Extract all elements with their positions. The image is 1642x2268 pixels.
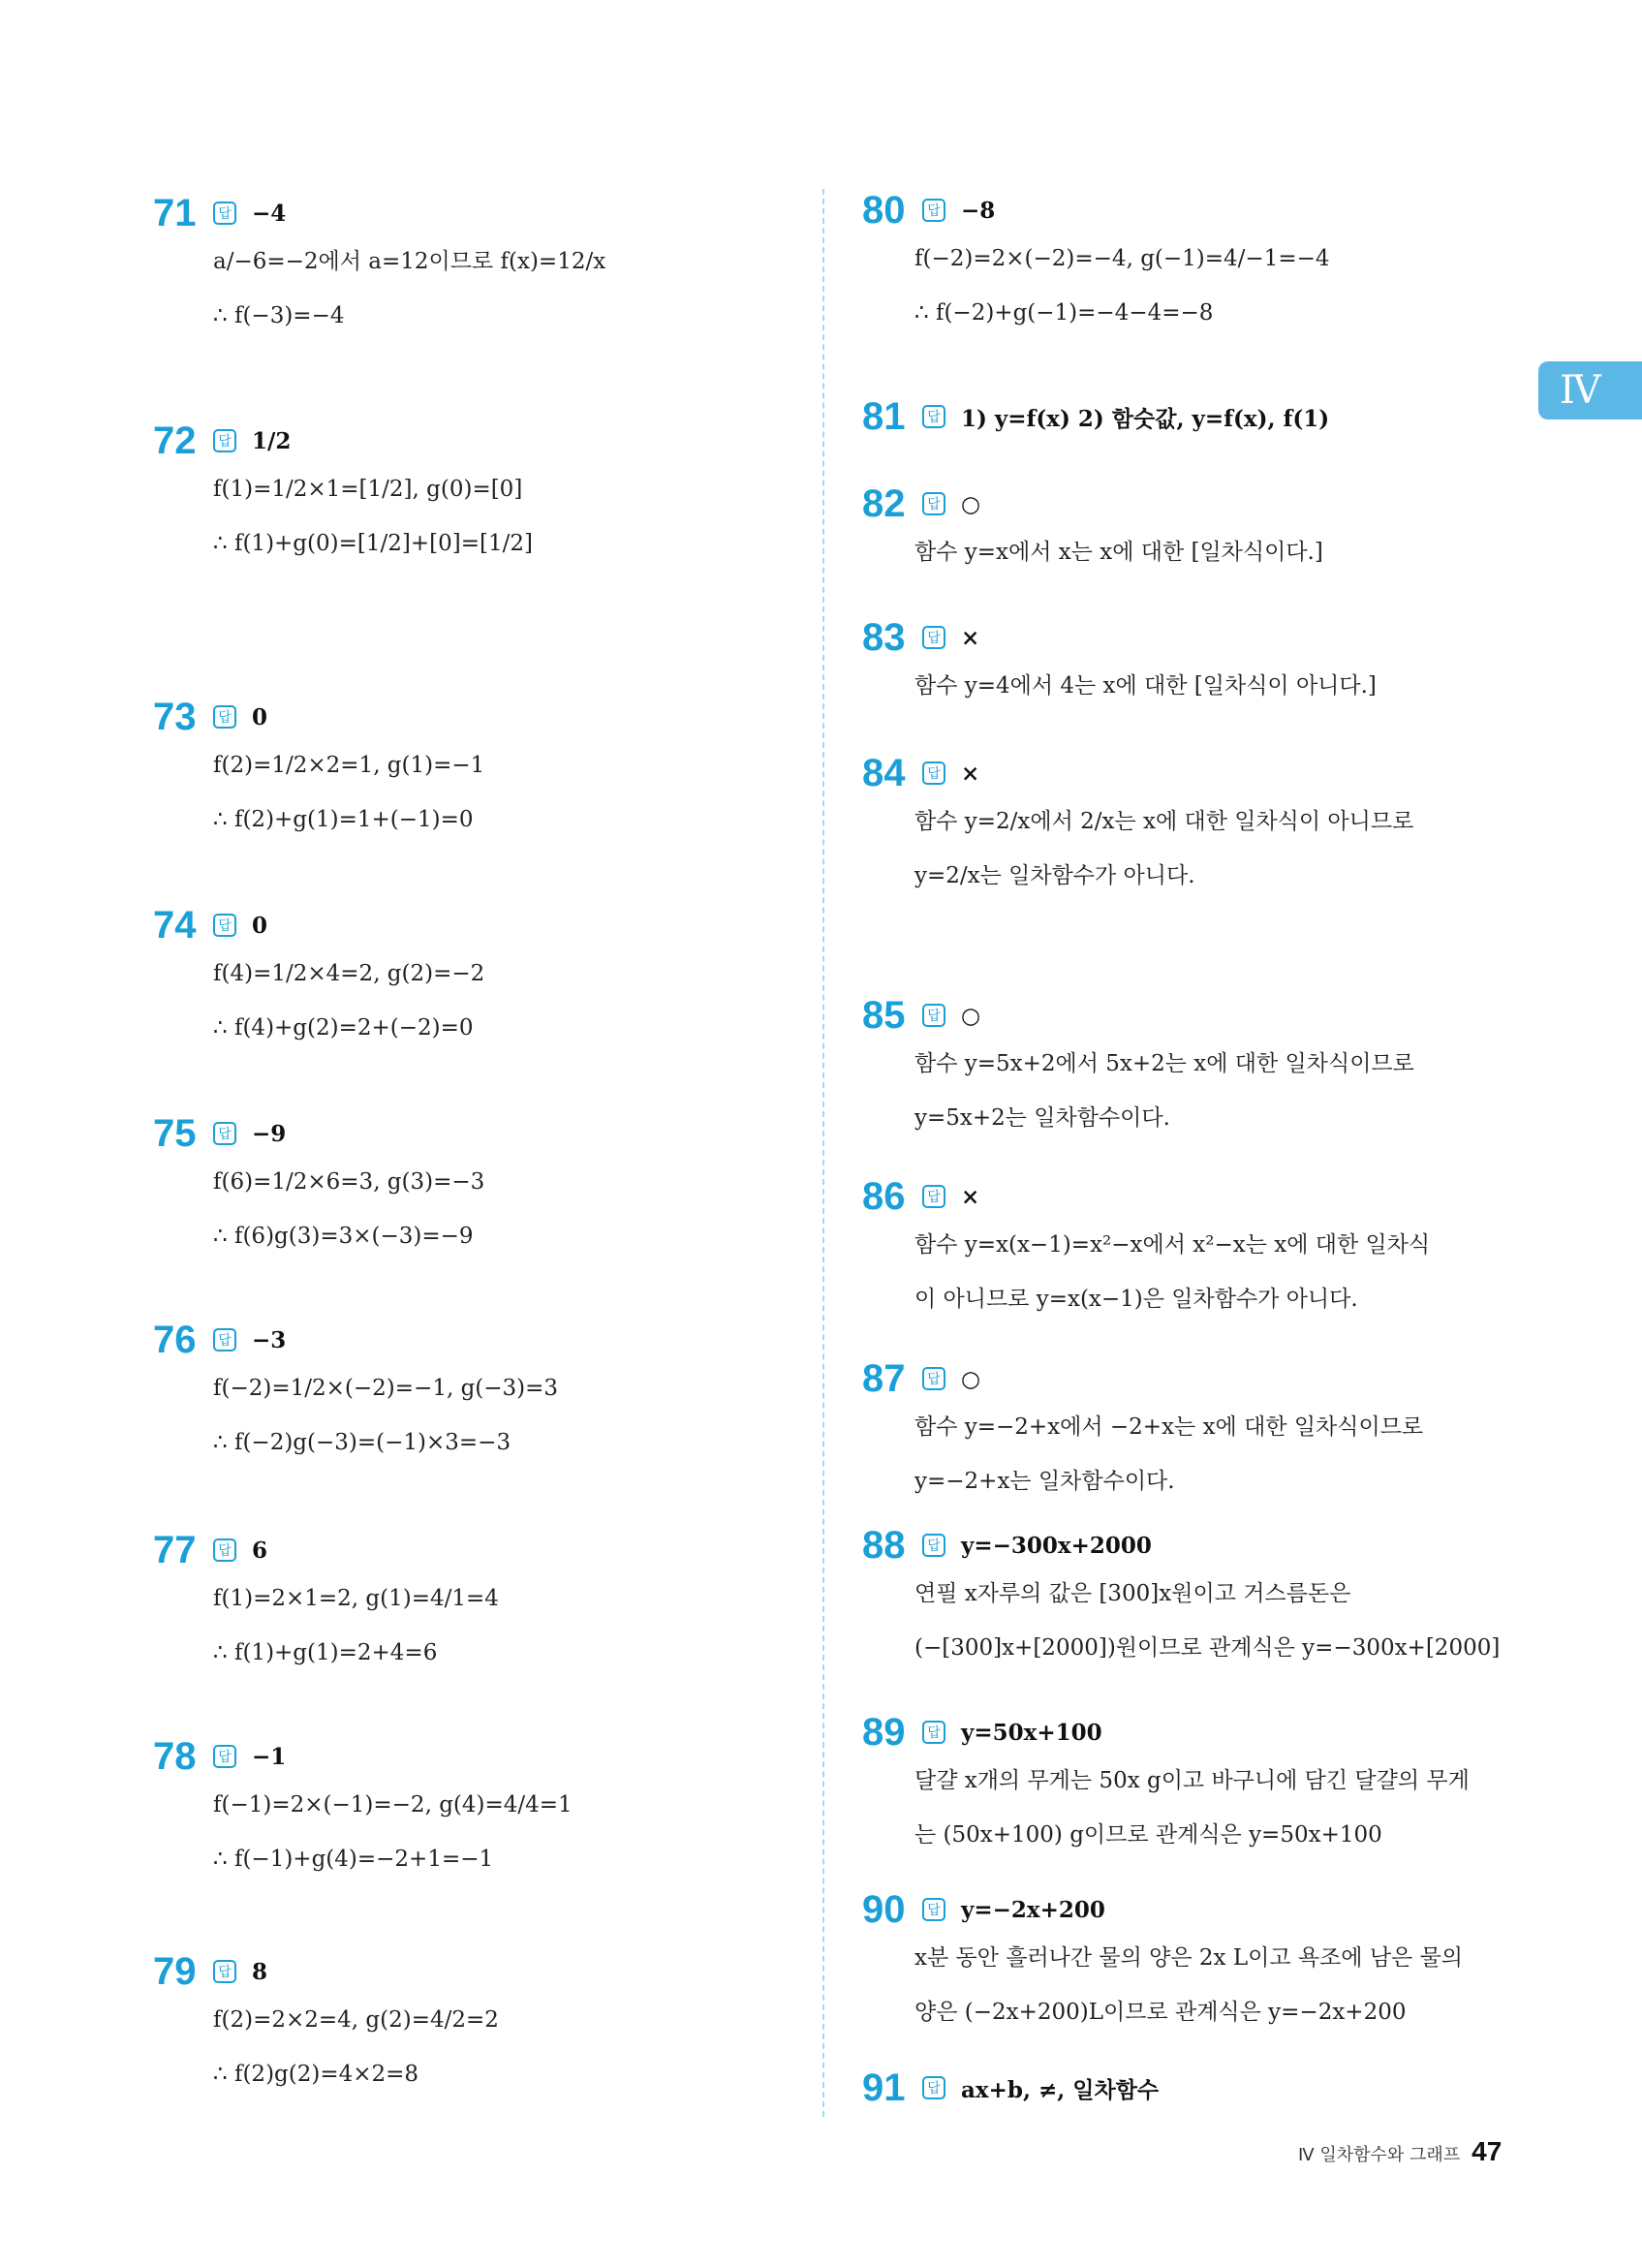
answer-text: ax+b, ≠, 일차함수 xyxy=(961,2076,1160,2103)
solution-line: 함수 y=x에서 x는 x에 대한 [일차식이다.] xyxy=(914,540,1323,565)
answer-badge-icon: 답 xyxy=(922,1898,945,1921)
problem-header xyxy=(862,392,1329,441)
problem-75 xyxy=(153,1109,484,1253)
answer-badge-icon: 답 xyxy=(213,705,236,729)
problem-number: 87 xyxy=(862,1356,906,1400)
answer-text: 8 xyxy=(252,1958,268,1985)
answer-text: 6 xyxy=(252,1537,268,1564)
solution-line: ∴ f(1)+g(0)=[1/2]+[0]=[1/2] xyxy=(213,531,533,556)
solution-line: 연필 x자루의 값은 [300]x원이고 거스름돈은 xyxy=(914,1581,1351,1606)
answer-text: −1 xyxy=(252,1743,287,1770)
problem-header xyxy=(862,1521,1500,1569)
problem-number: 86 xyxy=(862,1174,906,1218)
problem-71 xyxy=(153,189,605,332)
problem-header xyxy=(153,417,533,465)
solution-line: 함수 y=−2+x에서 −2+x는 x에 대한 일차식이므로 xyxy=(914,1414,1424,1440)
problem-header xyxy=(153,1109,484,1158)
problem-86 xyxy=(862,1172,1430,1316)
problem-header xyxy=(153,693,484,741)
problem-header xyxy=(153,189,605,237)
problem-83 xyxy=(862,613,1377,702)
answer-text: y=50x+100 xyxy=(961,1719,1102,1746)
answer-text: y=−2x+200 xyxy=(961,1896,1105,1923)
problem-78 xyxy=(153,1732,573,1876)
problem-header xyxy=(862,1885,1463,1934)
problem-header xyxy=(862,991,1414,1040)
solution-line: f(−2)=2×(−2)=−4, g(−1)=4/−1=−4 xyxy=(914,246,1330,271)
problem-header xyxy=(153,1316,558,1364)
problem-header xyxy=(153,901,484,949)
problem-number: 79 xyxy=(153,1949,197,1993)
problem-74 xyxy=(153,901,484,1044)
chapter-tab: IV xyxy=(1538,361,1642,419)
problem-81 xyxy=(862,392,1329,441)
solution-line: ∴ f(−3)=−4 xyxy=(213,303,345,328)
problem-number: 80 xyxy=(862,188,906,232)
solution-line: f(2)=1/2×2=1, g(1)=−1 xyxy=(213,753,485,778)
answer-badge-icon: 답 xyxy=(922,1721,945,1744)
problem-header xyxy=(862,749,1413,797)
answer-text: × xyxy=(961,624,980,651)
problem-79 xyxy=(153,1947,499,2091)
problem-header xyxy=(862,1172,1430,1221)
problem-80 xyxy=(862,186,1330,329)
problem-header xyxy=(862,480,1323,528)
problem-number: 72 xyxy=(153,419,197,462)
answer-badge-icon: 답 xyxy=(922,199,945,222)
solution-line: f(1)=1/2×1=[1/2], g(0)=[0] xyxy=(213,477,523,502)
problem-88 xyxy=(862,1521,1500,1664)
answer-text: 0 xyxy=(252,703,268,730)
problem-89 xyxy=(862,1708,1470,1851)
answer-text: ○ xyxy=(961,1002,981,1029)
problem-header xyxy=(862,613,1377,662)
problem-number: 82 xyxy=(862,482,906,525)
solution-line: a/−6=−2에서 a=12이므로 f(x)=12/x xyxy=(213,249,606,274)
problem-91 xyxy=(862,2064,1159,2112)
answer-badge-icon: 답 xyxy=(922,1367,945,1390)
answer-text: 0 xyxy=(252,912,268,939)
solution-line: 함수 y=5x+2에서 5x+2는 x에 대한 일차식이므로 xyxy=(914,1051,1414,1076)
answer-text: ○ xyxy=(961,1365,981,1392)
problem-number: 76 xyxy=(153,1318,197,1361)
problem-header xyxy=(153,1732,573,1781)
solution-line: ∴ f(−1)+g(4)=−2+1=−1 xyxy=(213,1847,494,1872)
answer-text: × xyxy=(961,760,980,787)
page-number: 47 xyxy=(1472,2136,1503,2166)
answer-text: −4 xyxy=(252,200,287,227)
solution-line: ∴ f(2)+g(1)=1+(−1)=0 xyxy=(213,807,474,832)
answer-badge-icon: 답 xyxy=(922,1534,945,1557)
answer-text: 1/2 xyxy=(252,427,292,454)
problem-number: 91 xyxy=(862,2066,906,2109)
solution-line: ∴ f(−2)g(−3)=(−1)×3=−3 xyxy=(213,1430,511,1455)
answer-badge-icon: 답 xyxy=(922,626,945,649)
solution-line: y=5x+2는 일차함수이다. xyxy=(914,1105,1170,1131)
solution-line: y=2/x는 일차함수가 아니다. xyxy=(914,863,1195,888)
answer-badge-icon: 답 xyxy=(213,202,236,225)
answer-badge-icon: 답 xyxy=(922,492,945,515)
answer-text: −8 xyxy=(961,197,996,224)
problem-number: 85 xyxy=(862,993,906,1037)
answer-badge-icon: 답 xyxy=(213,1960,236,1983)
answer-badge-icon: 답 xyxy=(922,1185,945,1208)
problem-77 xyxy=(153,1526,499,1669)
problem-header xyxy=(153,1526,499,1574)
footer-section: Ⅳ 일차함수와 그래프 xyxy=(1298,2145,1461,2165)
solution-line: ∴ f(1)+g(1)=2+4=6 xyxy=(213,1640,438,1665)
solution-line: x분 동안 흘러나간 물의 양은 2x L이고 욕조에 남은 물의 xyxy=(914,1945,1464,1971)
solution-line: f(−1)=2×(−1)=−2, g(4)=4/4=1 xyxy=(213,1792,573,1818)
problem-number: 83 xyxy=(862,615,906,659)
answer-badge-icon: 답 xyxy=(213,1122,236,1145)
problem-number: 74 xyxy=(153,903,197,947)
problem-number: 71 xyxy=(153,191,197,234)
problem-number: 81 xyxy=(862,394,906,438)
solution-line: 달걀 x개의 무게는 50x g이고 바구니에 담긴 달걀의 무게 xyxy=(914,1768,1470,1793)
solution-line: 양은 (−2x+200)L이므로 관계식은 y=−2x+200 xyxy=(914,2000,1407,2025)
answer-text: 1) y=f(x) 2) 함숫값, y=f(x), f(1) xyxy=(961,405,1330,432)
solution-line: f(4)=1/2×4=2, g(2)=−2 xyxy=(213,961,485,986)
answer-text: −3 xyxy=(252,1326,287,1353)
answer-badge-icon: 답 xyxy=(213,1745,236,1768)
answer-text: −9 xyxy=(252,1120,287,1147)
problem-number: 90 xyxy=(862,1887,906,1931)
answer-badge-icon: 답 xyxy=(213,1538,236,1562)
problem-number: 88 xyxy=(862,1523,906,1567)
problem-number: 78 xyxy=(153,1734,197,1778)
solution-line: 함수 y=2/x에서 2/x는 x에 대한 일차식이 아니므로 xyxy=(914,809,1414,834)
solution-line: 함수 y=x(x−1)=x²−x에서 x²−x는 x에 대한 일차식 xyxy=(914,1232,1431,1258)
answer-badge-icon: 답 xyxy=(922,2076,945,2099)
problem-header xyxy=(862,1354,1423,1403)
problem-84 xyxy=(862,749,1413,892)
solution-line: (−[300]x+[2000])원이므로 관계식은 y=−300x+[2000] xyxy=(914,1635,1501,1661)
problem-number: 73 xyxy=(153,695,197,738)
answer-text: y=−300x+2000 xyxy=(961,1532,1152,1559)
answer-badge-icon: 답 xyxy=(213,429,236,452)
answer-text: × xyxy=(961,1183,980,1210)
problem-number: 89 xyxy=(862,1710,906,1754)
column-divider xyxy=(822,189,824,2117)
problem-87 xyxy=(862,1354,1423,1498)
solution-line: 는 (50x+100) g이므로 관계식은 y=50x+100 xyxy=(914,1822,1382,1848)
problem-header xyxy=(862,186,1330,234)
solution-line: ∴ f(6)g(3)=3×(−3)=−9 xyxy=(213,1224,474,1249)
problem-number: 77 xyxy=(153,1528,197,1571)
solution-line: ∴ f(−2)+g(−1)=−4−4=−8 xyxy=(914,300,1214,326)
solution-line: f(2)=2×2=4, g(2)=4/2=2 xyxy=(213,2007,499,2033)
problem-header xyxy=(153,1947,499,1996)
solution-line: f(6)=1/2×6=3, g(3)=−3 xyxy=(213,1169,485,1195)
problem-90 xyxy=(862,1885,1463,2029)
solution-line: y=−2+x는 일차함수이다. xyxy=(914,1469,1175,1494)
answer-badge-icon: 답 xyxy=(922,761,945,785)
answer-badge-icon: 답 xyxy=(213,914,236,937)
problem-header xyxy=(862,2064,1159,2112)
page-footer xyxy=(1298,2136,1502,2167)
solution-line: ∴ f(4)+g(2)=2+(−2)=0 xyxy=(213,1015,474,1041)
solution-line: ∴ f(2)g(2)=4×2=8 xyxy=(213,2062,419,2087)
answer-text: ○ xyxy=(961,490,981,517)
problem-73 xyxy=(153,693,484,836)
problem-number: 75 xyxy=(153,1111,197,1155)
answer-badge-icon: 답 xyxy=(922,1004,945,1027)
problem-header xyxy=(862,1708,1470,1756)
problem-85 xyxy=(862,991,1414,1134)
answer-badge-icon: 답 xyxy=(922,405,945,428)
solution-line: f(−2)=1/2×(−2)=−1, g(−3)=3 xyxy=(213,1376,559,1401)
problem-82 xyxy=(862,480,1323,569)
solution-line: 이 아니므로 y=x(x−1)은 일차함수가 아니다. xyxy=(914,1287,1358,1312)
problem-76 xyxy=(153,1316,558,1459)
solution-line: f(1)=2×1=2, g(1)=4/1=4 xyxy=(213,1586,499,1611)
problem-number: 84 xyxy=(862,751,906,794)
problem-72 xyxy=(153,417,533,560)
answer-badge-icon: 답 xyxy=(213,1328,236,1351)
solution-line: 함수 y=4에서 4는 x에 대한 [일차식이 아니다.] xyxy=(914,673,1377,699)
